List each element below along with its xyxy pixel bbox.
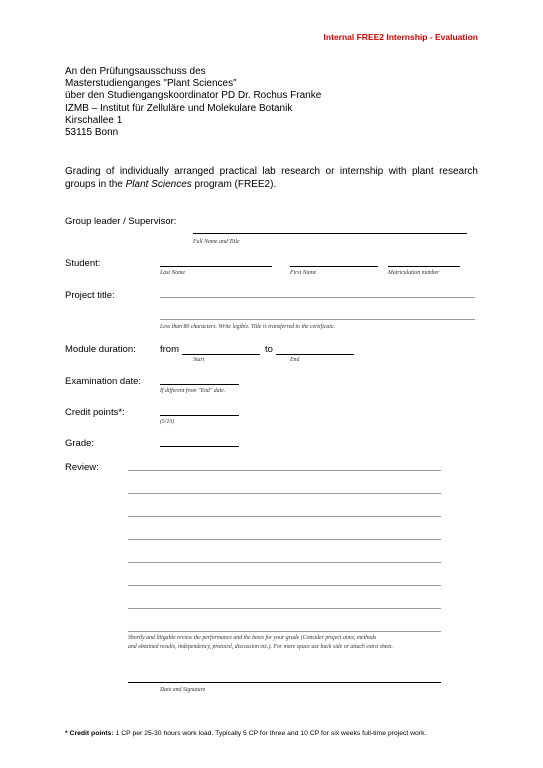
address-line: An den Prüfungsausschuss des <box>65 66 206 77</box>
module-from-text: from <box>160 344 179 355</box>
module-start-field[interactable] <box>182 354 260 355</box>
student-last-name-hint: Last Name <box>160 270 185 276</box>
module-start-hint: Start <box>193 357 205 363</box>
footnote-text: 1 CP per 25-30 hours work load. Typically 5 CP for three and 10 CP for six weeks full-time project work. <box>113 730 427 737</box>
form-header-title: Internal FREE2 Internship - Evaluation <box>323 32 478 42</box>
review-hint-line-2: and obtained results, independency, protocol, discussion etc.). For more space use back side or attach extra sheet. <box>128 643 393 650</box>
review-hint-line-1: Shortly and litigable review the performance and the basis for your grade (Consider project aims, methods <box>128 635 377 641</box>
address-line: 53115 Bonn <box>65 127 119 139</box>
module-end-field[interactable] <box>276 354 354 355</box>
student-matriculation-hint: Matriculation number <box>388 270 440 276</box>
module-duration-label: Module duration: <box>65 344 136 355</box>
address-line: IZMB – Institut für Zelluläre und Molekulare Botanik <box>65 102 293 114</box>
grade-label: Grade: <box>65 438 95 449</box>
supervisor-hint: Full Name and Title <box>193 239 240 245</box>
intro-paragraph <box>65 166 478 191</box>
student-matriculation-field[interactable] <box>388 266 460 267</box>
supervisor-label: Group leader / Supervisor: <box>65 216 177 227</box>
credit-points-hint: (5/10) <box>160 419 175 425</box>
module-end-hint: End <box>290 357 300 363</box>
address-line: über den Studiengangskoordinator PD Dr. Rochus Franke <box>65 90 322 102</box>
intro-program-name: Plant Sciences <box>125 178 192 190</box>
student-first-name-hint: First Name <box>290 270 317 276</box>
review-line[interactable] <box>128 470 441 471</box>
project-title-field-line-2[interactable] <box>160 319 475 320</box>
review-line[interactable] <box>128 585 441 586</box>
review-line[interactable] <box>128 539 441 540</box>
examination-date-hint: If different from "End" date. <box>160 388 226 394</box>
credit-points-field[interactable] <box>160 415 239 416</box>
credit-points-label: Credit points*: <box>65 407 125 418</box>
examination-date-label: Examination date: <box>65 376 142 387</box>
student-label: Student: <box>65 258 101 269</box>
grade-field[interactable] <box>160 446 239 447</box>
review-label: Review: <box>65 462 99 473</box>
review-line[interactable] <box>128 516 441 517</box>
module-to-text: to <box>265 344 273 355</box>
review-line[interactable] <box>128 608 441 609</box>
date-signature-hint: Date and Signature <box>160 687 206 693</box>
intro-text-after: program (FREE2). <box>191 178 277 190</box>
credit-points-footnote <box>65 730 426 737</box>
address-line: Masterstudienganges "Plant Sciences" <box>65 78 237 90</box>
review-hint <box>128 634 468 651</box>
review-line[interactable] <box>128 631 441 632</box>
student-first-name-field[interactable] <box>290 266 378 267</box>
date-signature-field[interactable] <box>128 682 441 683</box>
footnote-label: * Credit points: <box>65 730 114 737</box>
address-line: Kirschallee 1 <box>65 114 123 126</box>
project-title-label: Project title: <box>65 290 115 301</box>
project-title-field-line-1[interactable] <box>160 297 475 298</box>
supervisor-name-field[interactable] <box>193 233 467 234</box>
recipient-address <box>65 66 321 139</box>
student-last-name-field[interactable] <box>160 266 272 267</box>
review-line[interactable] <box>128 493 441 494</box>
intro-text-before: Grading of individually arranged practical lab research or internship with plant research groups in the <box>65 166 478 190</box>
review-line[interactable] <box>128 562 441 563</box>
project-title-hint: Less than 80 characters. Write legible. Title is transferred to the certificate. <box>160 324 335 330</box>
examination-date-field[interactable] <box>160 384 239 385</box>
